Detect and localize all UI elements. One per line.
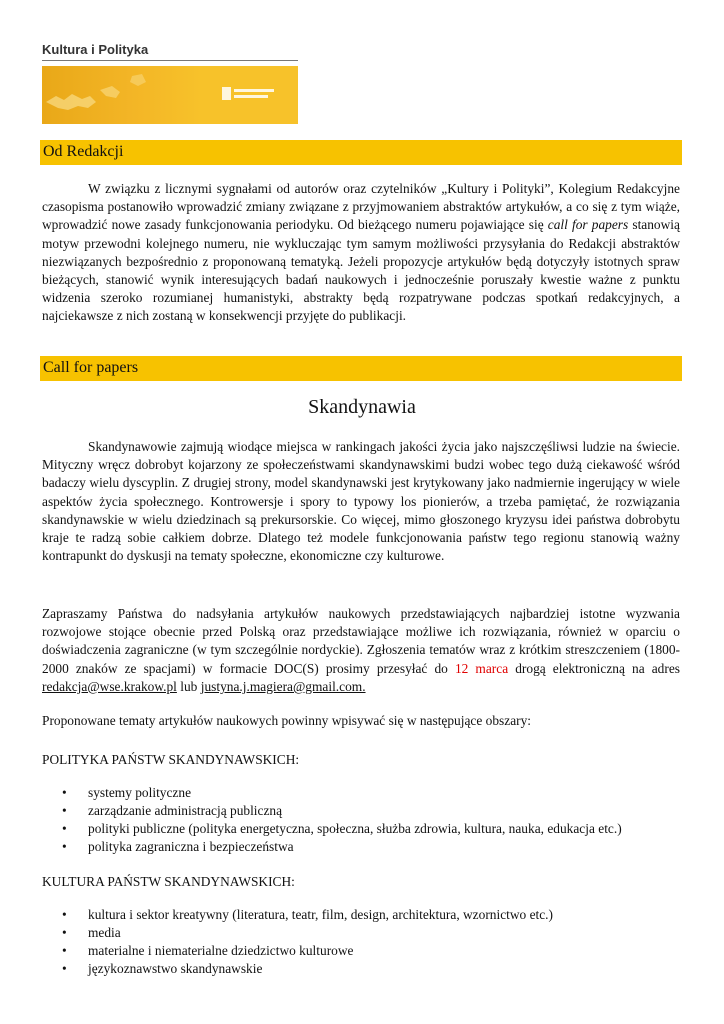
logo-band [42,66,298,124]
submission-text-b: drogą elektroniczną na adres [515,660,680,676]
list-item: • kultura i sektor kreatywny (literatura, teatr, film, design, architektura, wzornictwo etc.) [62,907,553,922]
bullet-icon: • [62,943,67,958]
europe-map-icon [42,66,202,124]
list-item: • systemy polityczne [62,785,192,800]
bullet-icon: • [62,821,67,836]
list-item: • językoznawstwo skandynawskie [62,961,263,976]
section-heading: Call for papers [43,359,139,376]
section-heading: Od Redakcji [43,143,124,160]
list-item: • polityka zagraniczna i bezpieczeństwa [62,839,294,854]
email-link-redakcja[interactable]: redakcja@wse.krakow.pl [42,678,177,694]
topic-title: Skandynawia [308,396,416,418]
politics-list [62,784,682,856]
list-item: • polityki publiczne (polityka energetyczna, społeczna, służba zdrowia, kultura, nauka, edukacja etc.) [62,821,622,836]
bullet-icon: • [62,785,67,800]
group-heading-culture: KULTURA PAŃSTW SKANDYNAWSKICH: [42,874,295,889]
editorial-text-rest: stanowią motyw przewodni kolejnego numeru, nie wykluczając tym samym możliwości przysyłania do Redakcji abstraktów niezwiązanych bezpośrednio z proponowaną tematyką. Jeżeli propozycje artykułów będą dotyczyły istotnych spraw bieżących, stanowić wynik interesujących badań naukowych i jednocześnie poruszały kwestie ważne z punktu widzenia szeroko rozumianej humanistyki, abstrakty będą rozpatrywane podczas spotkań redakcyjnych, a najciekawsze z nich zostaną w konsekwencji przyjęte do publikacji. [42,217,680,324]
list-item: • materialne i niematerialne dziedzictwo kulturowe [62,943,354,958]
journal-logo [42,42,298,124]
submission-text-c: lub [180,678,198,694]
bullet-icon: • [62,961,67,976]
editorial-paragraph [42,180,680,326]
deadline: 12 marca [454,660,509,676]
publisher-crest-icon [222,86,278,102]
areas-intro: Proponowane tematy artykułów naukowych powinny wpisywać się w następujące obszary: [42,713,532,728]
editorial-text: W związku z licznymi sygnałami od autorów oraz czytelników „Kultury i Polityki”, Kolegium Redakcyjne czasopisma postanowiło wprowadzić zmiany związane z przyjmowaniem abstraktów artykułów, a co się z tym wiąże, wprowadzić nowe zasady funkcjonowania periodyku. Od bieżącego numeru pojawiające się [42,181,680,233]
submission-paragraph [42,605,680,696]
intro-paragraph: Skandynawowie zajmują wiodące miejsca w rankingach jakości życia jako najszczęśliwsi ludzie na świecie. Mityczny wręcz dobrobyt kojarzony ze społeczeństwami skandynawskimi budzi wobec tego dużą ciekawość wśród badaczy wielu dyscyplin. Z drugiej strony, model skandynawski jest krytykowany jako nadmiernie ingerujący w wiele aspektów życia społecznego. Kontrowersje i spory to typowy los pionierów, a trzeba pamiętać, że rozwiązania skandynawskie w wielu dziedzinach są prekursorskie. Co więcej, mimo głoszonego kryzysu idei państwa dobrobytu kraje te radzą sobie całkiem dobrze. Dlatego też modele funkcjonowania państw tego regionu stanowią ważny kontrapunkt do dyskusji na tematy społeczne, ekonomiczne czy kulturowe. [42,439,680,564]
logo-rule [42,60,298,61]
bullet-icon: • [62,925,67,940]
email-link-magiera[interactable]: justyna.j.magiera@gmail.com. [200,678,366,694]
logo-title: Kultura i Polityka [42,42,149,57]
call-for-papers-term: call for papers [547,217,629,233]
section-bar-call-for-papers [40,356,682,381]
list-item: • zarządzanie administracją publiczną [62,803,283,818]
submission-text: Zapraszamy Państwa do nadsyłania artykułów naukowych przedstawiających najbardziej istotne wyzwania rozwojowe stojące obecnie przed Polską oraz przedstawiające możliwe ich rozwiązania, również w oparciu o doświadczenia zagraniczne (w tym szczególnie nordyckie). Zgłoszenia tematów wraz z krótkim streszczeniem (1800-2000 znaków ze spacjami) w formacie DOC(S) prosimy przesyłać do [42,606,680,676]
culture-list [62,906,682,978]
bullet-icon: • [62,803,67,818]
list-item: • media [62,925,121,940]
group-heading-politics: POLITYKA PAŃSTW SKANDYNAWSKICH: [42,752,300,767]
section-bar-od-redakcji [40,140,682,165]
bullet-icon: • [62,839,67,854]
bullet-icon: • [62,907,67,922]
